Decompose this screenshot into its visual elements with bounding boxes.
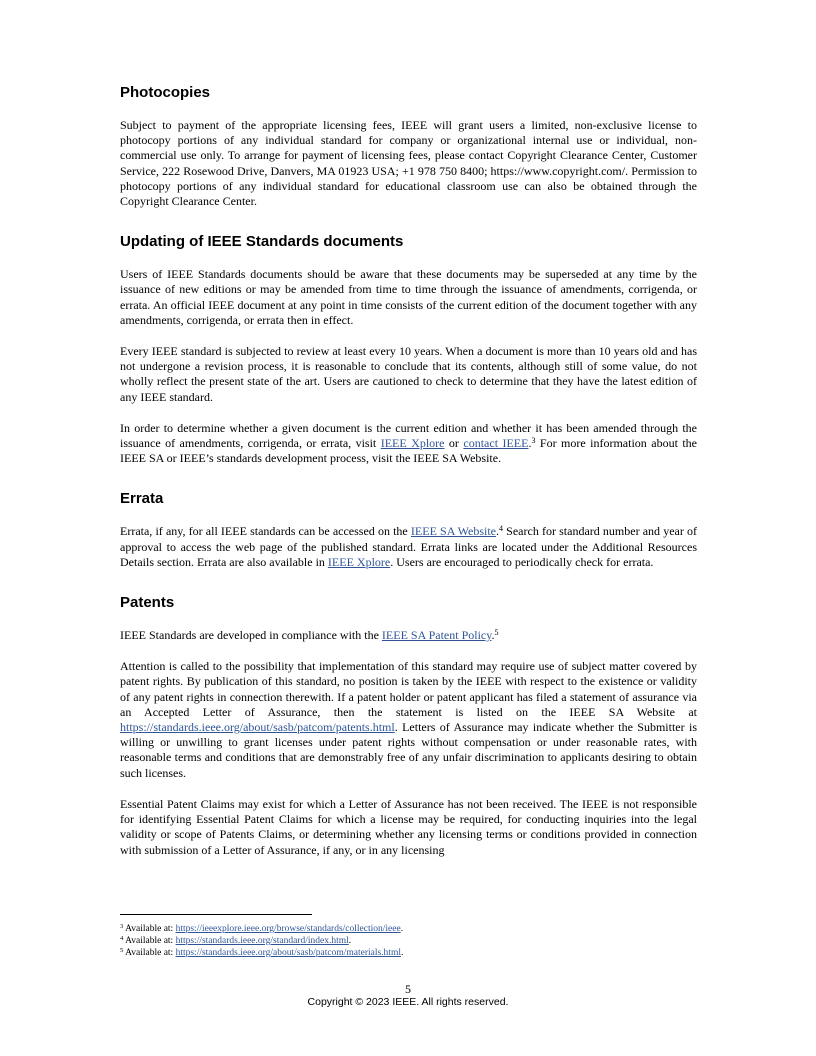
heading-errata: Errata xyxy=(120,490,164,508)
footnote-3: $^3$ Available at: https://ieeexplore.ieee.org/browse/standards/collection/ieee. xyxy=(120,923,404,934)
patents-paragraph-2: Attention is called to the possibility that implementation of this standard may require use of subject matter covered by patent rights. By publication of this standard, no position is taken by the IEEE with respect to the existence or validity of any patent rights in connection therewith. If a patent holder or patent applicant has filed a statement of assurance via an Accepted Letter of Assurance, then the statement is listed on the IEEE SA Website at https://standards.ieee.org/about/sasb/patcom/patents.html. Letters of Assurance may indicate whether the Submitter is willing or unwilling to grant licenses under patent rights without compensation or under reasonable rates, with reasonable terms and conditions that are demonstrably free of any unfair discrimination to applicants desiring to obtain such licenses. xyxy=(120,659,697,780)
patents-paragraph-3: Essential Patent Claims may exist for which a Letter of Assurance has not been received. The IEEE is not responsible for identifying Essential Patent Claims for which a license may be required, for conducting inquiries into the legal validity or scope of Patents Claims, or determining whether any licensing terms or conditions provided in connection with submission of a Letter of Assurance, if any, or in any licensing xyxy=(120,796,697,857)
footnotes xyxy=(120,923,697,959)
patent-policy-link[interactable]: IEEE SA Patent Policy xyxy=(381,628,492,643)
patents-paragraph-1: IEEE Standards are developed in compliance with the IEEE SA Patent Policy.$^5$ xyxy=(120,628,499,643)
footnote-3-link[interactable]: https://ieeexplore.ieee.org/browse/standards/collection/ieee xyxy=(175,924,401,934)
footnote-4: $^4$ Available at: https://standards.ieee.org/standard/index.html. xyxy=(120,935,352,946)
updating-paragraph-2: Every IEEE standard is subjected to review at least every 10 years. When a document is more than 10 years old and has not undergone a revision process, it is reasonable to conclude that its contents, although still of some value, do not wholly reflect the present state of the art. Users are cautioned to check to determine that they have the latest edition of any IEEE standard. xyxy=(120,344,697,404)
updating-paragraph-3: In order to determine whether a given document is the current edition and whether it has been amended through the issuance of amendments, corrigenda, or errata, visit IEEE Xplore or contact IEEE.$^3$ For more information about the IEEE SA or IEEE’s standards development process, visit the IEEE SA Website. xyxy=(120,420,698,466)
footnote-4-link[interactable]: https://standards.ieee.org/standard/index.html xyxy=(175,936,349,946)
footnote-separator xyxy=(120,914,312,915)
ieee-xplore-link[interactable]: IEEE Xplore xyxy=(380,436,445,451)
patents-list-link[interactable]: https://standards.ieee.org/about/sasb/patcom/patents.html xyxy=(120,720,395,735)
ieee-sa-website-link[interactable]: IEEE SA Website xyxy=(410,524,497,539)
errata-ieee-xplore-link[interactable]: IEEE Xplore xyxy=(327,554,391,569)
page-number: 5 xyxy=(405,982,411,996)
footnote-ref-5: 5 xyxy=(494,628,499,638)
contact-ieee-link[interactable]: contact IEEE xyxy=(463,436,529,451)
footnote-5-link[interactable]: https://standards.ieee.org/about/sasb/patcom/materials.html xyxy=(175,948,401,958)
heading-photocopies: Photocopies xyxy=(120,84,211,101)
page-content xyxy=(120,84,697,858)
footnote-ref-4: 4 xyxy=(499,524,504,534)
heading-patents: Patents xyxy=(120,594,175,612)
errata-paragraph: Errata, if any, for all IEEE standards can be accessed on the IEEE SA Website.$^4$ Search for standard number and year of approval to access the web page of the published standard. Errata links are located under the Additional Resources Details section. Errata are also available in IEEE Xplore. Users are encouraged to periodically check for errata. xyxy=(120,524,697,569)
footnote-5: $^5$ Available at: https://standards.ieee.org/about/sasb/patcom/materials.html. xyxy=(120,947,404,958)
photocopies-paragraph: Subject to payment of the appropriate licensing fees, IEEE will grant users a limited, non-exclusive license to photocopy portions of any individual standard for company or organizational internal use or individual, non-commercial use only. To arrange for payment of licensing fees, please contact Copyright Clearance Center, Customer Service, 222 Rosewood Drive, Danvers, MA 01923 USA; +1 978 750 8400; https://www.copyright.com/. Permission to photocopy portions of any individual standard for educational classroom use can also be obtained through the Copyright Clearance Center. xyxy=(120,118,697,209)
footnote-ref-3: 3 xyxy=(531,436,536,446)
copyright-notice: Copyright © 2023 IEEE. All rights reserved. xyxy=(307,996,509,1008)
updating-paragraph-1: Users of IEEE Standards documents should be aware that these documents may be superseded at any time by the issuance of new editions or may be amended from time to time through the issuance of amendments, corrigenda, or errata. An official IEEE document at any point in time consists of the current edition of the document together with any amendments, corrigenda, or errata then in effect. xyxy=(120,267,697,327)
heading-updating: Updating of IEEE Standards documents xyxy=(120,233,404,251)
